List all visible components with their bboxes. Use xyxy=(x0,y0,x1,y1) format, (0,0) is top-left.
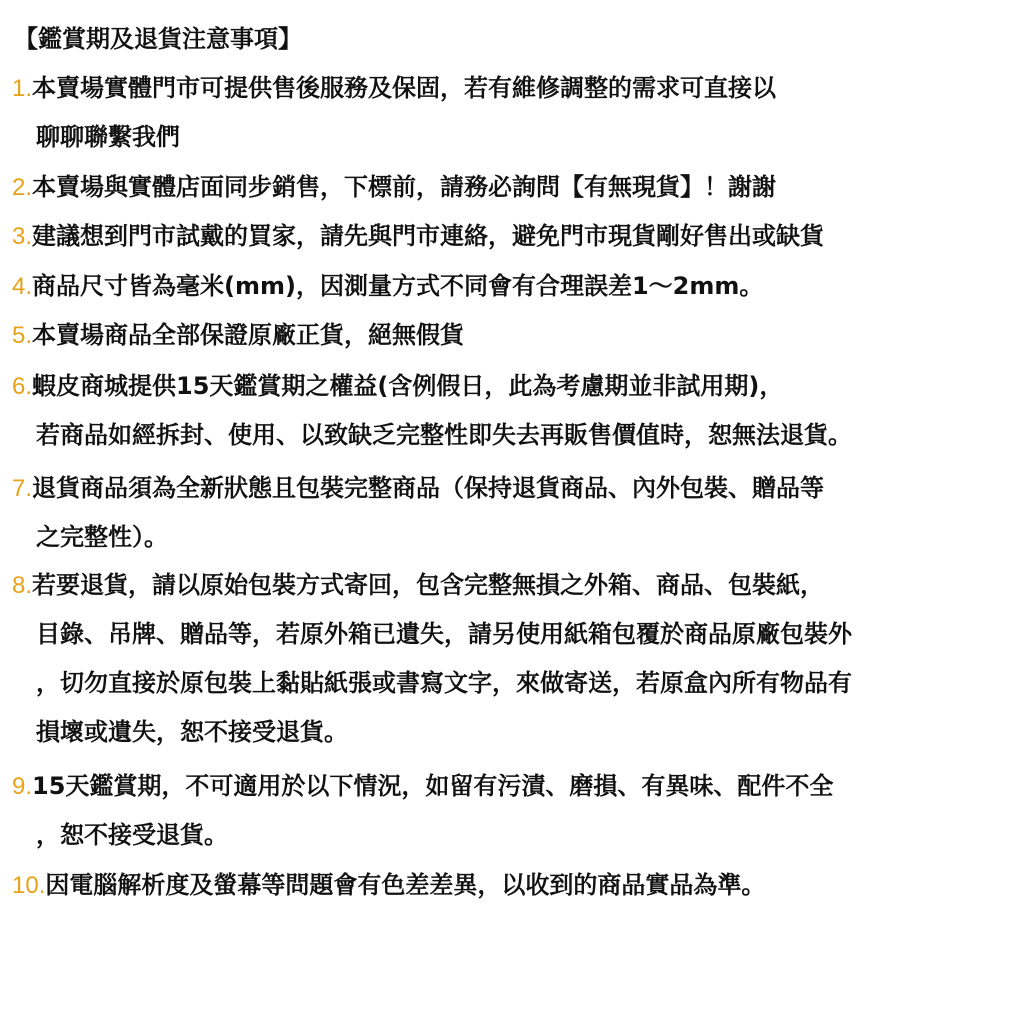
item-line xyxy=(12,464,824,513)
item-text-continued: ，切勿直接於原包裝上黏貼紙張或書寫文字，來做寄送，若原盒內所有物品有 xyxy=(36,669,852,697)
item-number: 2. xyxy=(12,174,33,201)
item-line xyxy=(12,64,776,113)
item-number: 4. xyxy=(12,273,33,300)
item-line xyxy=(12,561,852,610)
item-text-continued: ，恕不接受退貨。 xyxy=(36,821,228,849)
notice-item-2 xyxy=(12,163,776,212)
notice-item-7 xyxy=(12,464,824,562)
item-number: 8. xyxy=(12,572,33,599)
item-number: 7. xyxy=(12,475,33,502)
item-number: 5. xyxy=(12,322,33,349)
item-number: 3. xyxy=(12,223,33,250)
item-number: 6. xyxy=(12,373,33,400)
notice-item-6 xyxy=(12,362,852,460)
item-line xyxy=(12,311,464,360)
item-text: 商品尺寸皆為毫米(mm)，因測量方式不同會有合理誤差1～2mm。 xyxy=(32,272,764,300)
notice-item-1 xyxy=(12,64,776,162)
notice-item-4 xyxy=(12,262,763,311)
item-text-continued: 聊聊聯繫我們 xyxy=(36,123,180,151)
item-text: 本賣場實體門市可提供售後服務及保固，若有維修調整的需求可直接以 xyxy=(32,74,777,102)
item-text: 本賣場與實體店面同步銷售，下標前，請務必詢問【有無現貨】！謝謝 xyxy=(32,173,777,201)
item-number: 1. xyxy=(12,75,33,102)
item-text: 蝦皮商城提供15天鑑賞期之權益(含例假日，此為考慮期並非試用期)， xyxy=(32,372,784,400)
item-text-continued: 目錄、吊牌、贈品等，若原外箱已遺失，請另使用紙箱包覆於商品原廠包裝外 xyxy=(36,620,852,648)
item-line xyxy=(12,212,824,261)
item-line xyxy=(12,163,776,212)
item-line xyxy=(12,262,763,311)
item-text: 若要退貨，請以原始包裝方式寄回，包含完整無損之外箱、商品、包裝紙， xyxy=(32,571,825,599)
notice-item-9 xyxy=(12,762,833,860)
notice-item-3 xyxy=(12,212,824,261)
item-line xyxy=(12,362,852,411)
item-number: 10. xyxy=(12,872,46,899)
item-text-continued: 損壞或遺失，恕不接受退貨。 xyxy=(36,718,348,746)
item-text: 建議想到門市試戴的買家，請先與門市連絡，避免門市現貨剛好售出或缺貨 xyxy=(32,222,825,250)
notice-title: 【鑑賞期及退貨注意事項】 xyxy=(14,25,302,53)
item-text: 退貨商品須為全新狀態且包裝完整商品（保持退貨商品、內外包裝、贈品等 xyxy=(32,474,825,502)
item-text-continued: 若商品如經拆封、使用、以致缺乏完整性即失去再販售價值時，恕無法退貨。 xyxy=(36,421,852,449)
item-number: 9. xyxy=(12,773,33,800)
item-text: 因電腦解析度及螢幕等問題會有色差差異，以收到的商品實品為準。 xyxy=(45,871,766,899)
notice-item-5 xyxy=(12,311,464,360)
item-text: 本賣場商品全部保證原廠正貨，絕無假貨 xyxy=(32,321,465,349)
notice-item-10 xyxy=(12,861,765,910)
notice-item-8 xyxy=(12,561,852,757)
item-text-continued: 之完整性）。 xyxy=(36,523,168,551)
item-text: 15天鑑賞期，不可適用於以下情況，如留有污漬、磨損、有異味、配件不全 xyxy=(32,772,834,800)
item-line xyxy=(12,762,833,811)
item-line xyxy=(12,861,765,910)
